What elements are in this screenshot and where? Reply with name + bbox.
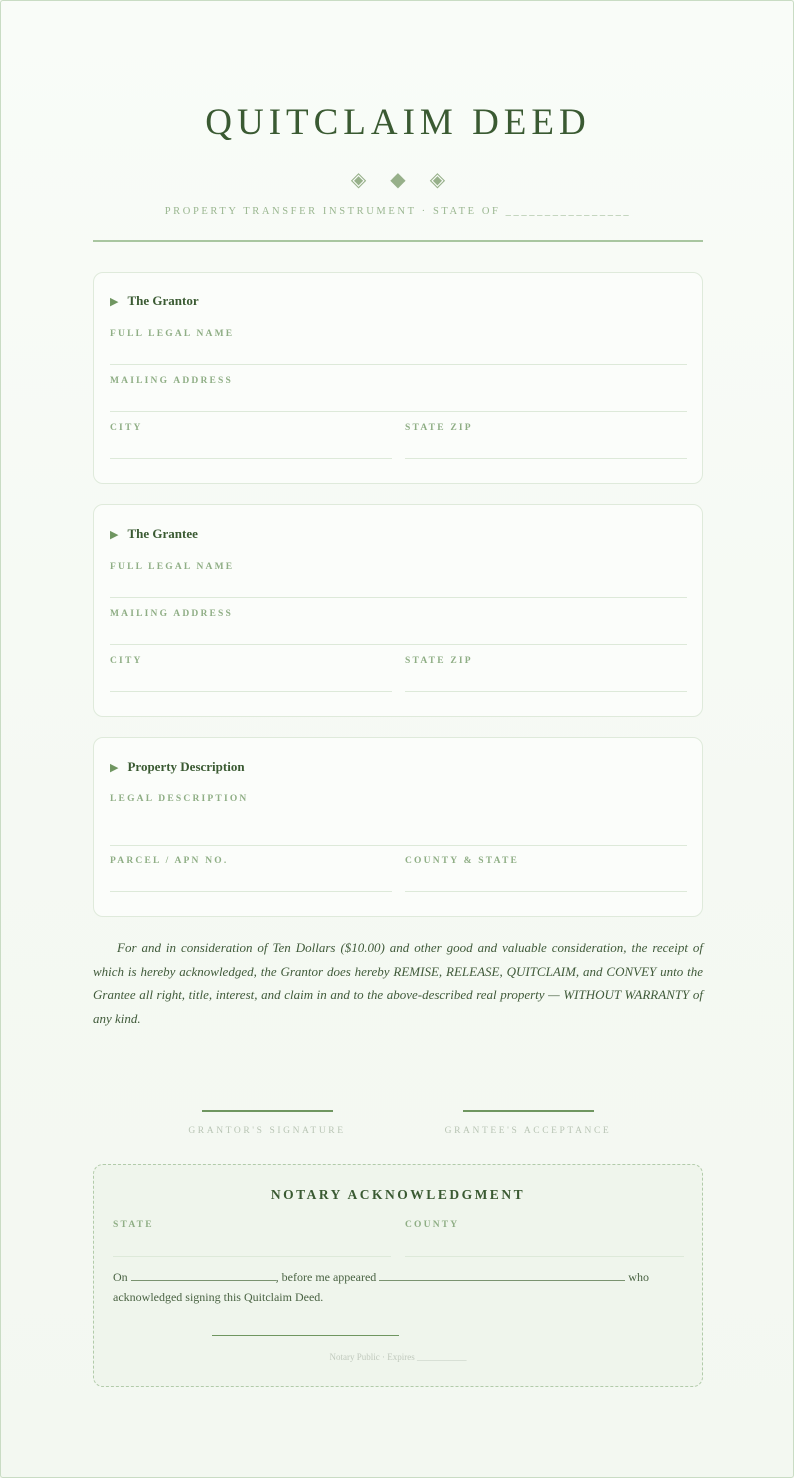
grantee-signature-line[interactable]	[463, 1110, 594, 1112]
title-ornaments	[1, 167, 794, 191]
legal-description-input[interactable]	[110, 845, 687, 846]
parcel-field[interactable]: PARCEL / APN NO.	[110, 856, 392, 892]
grantor-full-name-field[interactable]: FULL LEGAL NAME	[110, 329, 687, 365]
legal-description-field[interactable]: LEGAL DESCRIPTION	[110, 794, 687, 846]
grantee-mailing-address-field[interactable]: MAILING ADDRESS	[110, 609, 687, 645]
grantee-full-name-field[interactable]: FULL LEGAL NAME	[110, 562, 687, 598]
parcel-input[interactable]	[110, 891, 392, 892]
grantee-city-field[interactable]: CITY	[110, 656, 392, 692]
grantor-city-field[interactable]: CITY	[110, 423, 392, 459]
grantee-state-zip-field[interactable]: STATE ZIP	[405, 656, 687, 692]
grantee-mailing-address-input[interactable]	[110, 644, 687, 645]
property-heading: ▶ Property Description	[110, 759, 245, 774]
grantor-full-name-input[interactable]	[110, 364, 687, 365]
notary-state-input[interactable]	[113, 1256, 391, 1257]
grantor-mailing-address-input[interactable]	[110, 411, 687, 412]
document-title: QUITCLAIM DEED	[205, 102, 591, 143]
triangle-right-icon: ▶	[110, 294, 119, 308]
grantor-signature-line[interactable]	[202, 1110, 333, 1112]
grantor-section	[93, 272, 703, 484]
notary-title: NOTARY ACKNOWLEDGMENT	[270, 1187, 526, 1202]
county-state-input[interactable]	[405, 891, 687, 892]
grantee-state-zip-input[interactable]	[405, 691, 687, 692]
grantor-mailing-address-field[interactable]: MAILING ADDRESS	[110, 376, 687, 412]
notary-appeared-name-blank[interactable]	[379, 1268, 625, 1281]
notary-state-field[interactable]: STATE	[113, 1220, 391, 1258]
triangle-right-icon: ▶	[110, 527, 119, 541]
grantee-city-input[interactable]	[110, 691, 392, 692]
property-section	[93, 737, 703, 917]
county-state-field[interactable]: COUNTY & STATE	[405, 856, 687, 892]
notary-section	[93, 1164, 703, 1387]
grantee-section	[93, 504, 703, 717]
document-subtitle: PROPERTY TRANSFER INSTRUMENT · STATE OF ________________	[164, 206, 632, 217]
grantor-city-input[interactable]	[110, 458, 392, 459]
grantor-state-zip-input[interactable]	[405, 458, 687, 459]
grantor-state-zip-field[interactable]: STATE ZIP	[405, 423, 687, 459]
notary-public-footer: Notary Public · Expires ___________	[329, 1352, 467, 1362]
notary-county-input[interactable]	[405, 1256, 684, 1257]
triangle-right-icon: ▶	[110, 760, 119, 774]
diamond-outline-icon: ◈	[350, 167, 367, 191]
consideration-clause: For and in consideration of Ten Dollars ($10.00) and other good and valuable consideration, the receipt of which is hereby acknowledged, the Grantor does hereby REMISE, RELEASE, QUITCLAIM, and CONVEY unto the Grantee all right, title, interest, and claim in and to the above-described real property — WITHOUT WARRANTY of any kind.	[93, 940, 703, 1026]
grantee-heading: ▶ The Grantee	[110, 526, 198, 541]
diamond-outline-icon: ◈	[429, 167, 446, 191]
notary-county-field[interactable]: COUNTY	[405, 1220, 684, 1258]
header-divider	[93, 240, 703, 242]
notary-signature-line[interactable]	[212, 1335, 399, 1336]
grantee-full-name-input[interactable]	[110, 597, 687, 598]
grantor-heading: ▶ The Grantor	[110, 293, 199, 308]
diamond-solid-icon: ◆	[390, 167, 406, 191]
notary-statement: On , before me appeared who acknowledged signing this Quitclaim Deed.	[113, 1270, 649, 1304]
notary-date-blank[interactable]	[131, 1268, 276, 1281]
grantor-signature-block[interactable]: GRANTOR'S SIGNATURE	[167, 1110, 367, 1136]
grantee-signature-block[interactable]: GRANTEE'S ACCEPTANCE	[428, 1110, 628, 1136]
